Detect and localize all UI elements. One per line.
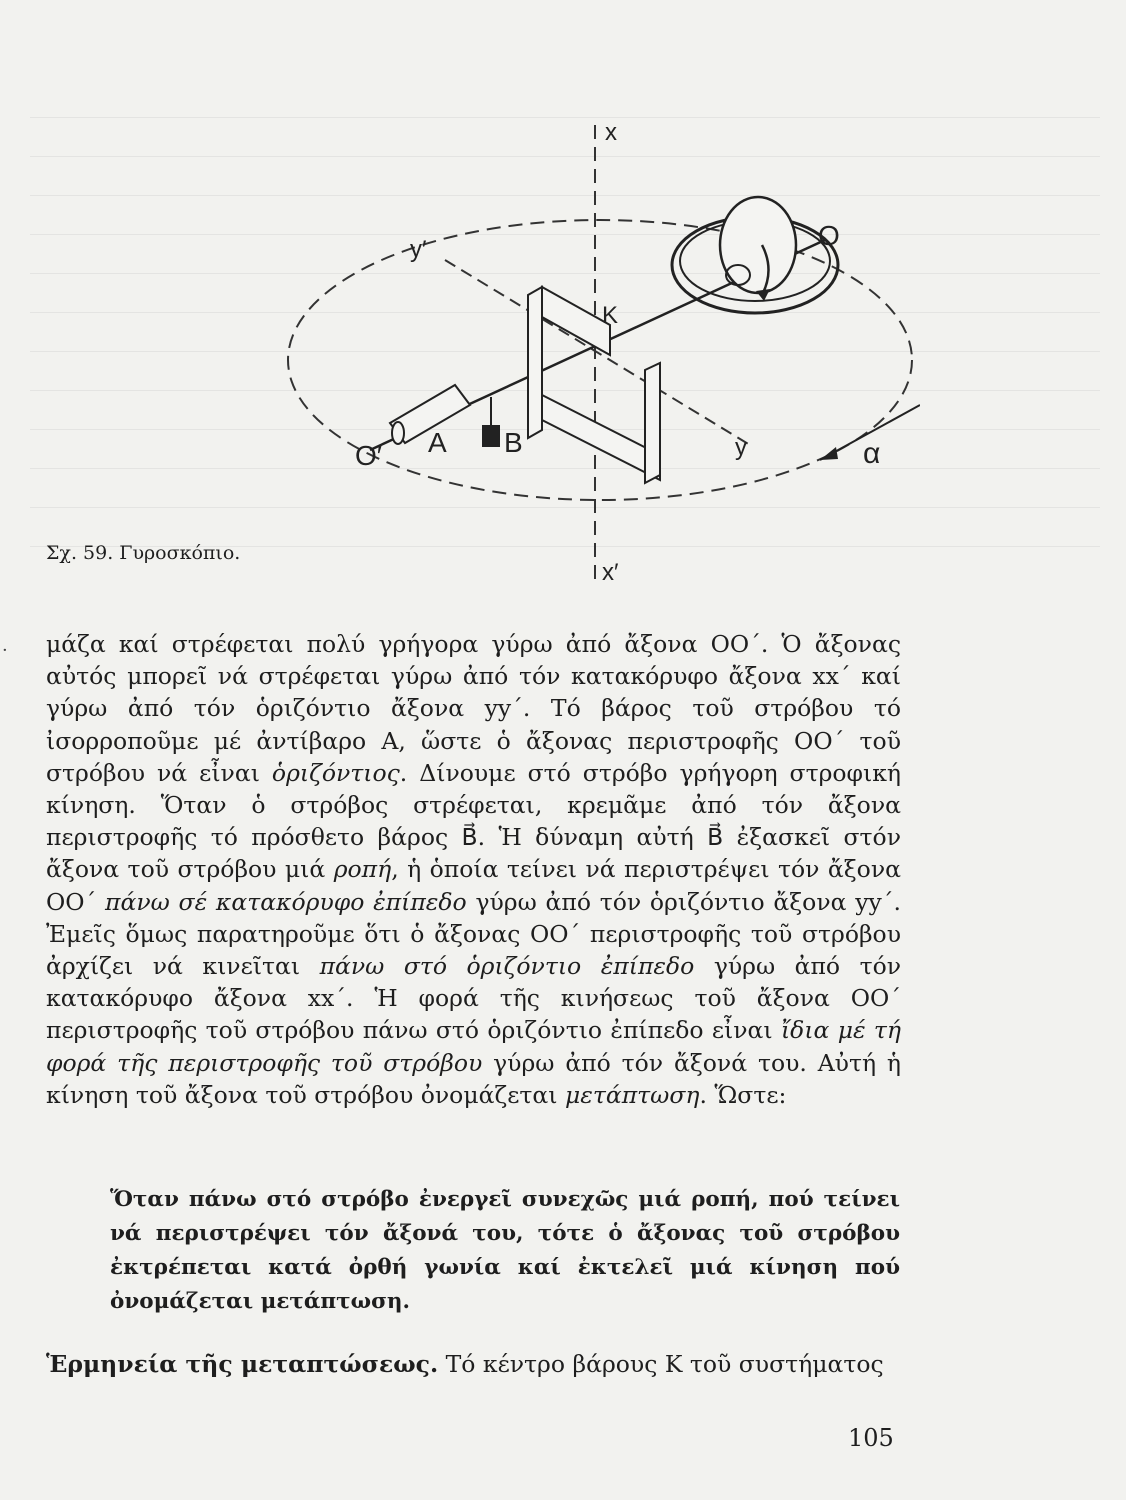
interpretation-heading: Ἑρμηνεία τῆς μεταπτώσεως. (46, 1350, 439, 1378)
label-o: O (818, 220, 840, 251)
counterweight-end (392, 422, 404, 444)
frame-base-plate (542, 395, 660, 480)
label-yprime: y′ (410, 236, 427, 263)
frame-center-plate (542, 287, 610, 355)
rotation-arrowhead (756, 289, 770, 301)
label-k: K (602, 302, 619, 329)
label-b: B (504, 427, 523, 458)
body-paragraph: μάζα καί στρέφεται πολύ γρήγορα γύρω ἀπό ἄξονα ΟΟ΄. Ὁ ἄξονας αὐτός μπορεῖ νά στρέφεται γύρω ἀπό τόν κατακόρυφο ἄξονα xx΄ καί γύρω ἀπό τόν ὁριζόντιο ἄξονα yy΄. Τό βάρος τοῦ στρόβου τό ἰσορροποῦμε μέ ἀντίβαρο Α, ὥστε ὁ ἄξονας περιστροφῆς ΟΟ΄ τοῦ στρόβου νά εἶναι ὁριζόντιος. Δίνουμε στό στρόβο γρήγορη στροφική κίνηση. Ὅταν ὁ στρόβος στρέφεται, κρεμᾶμε ἀπό τόν ἄξονα περιστροφῆς τό πρόσθετο βάρος B⃗. Ἡ δύναμη αὐτή B⃗ ἐξασκεῖ στόν ἄξονα τοῦ στρόβου μιά ροπή, ἡ ὁποία τείνει νά περιστρέψει τόν ἄξονα ΟΟ΄ πάνω σέ κατακόρυφο ἐπίπεδο γύρω ἀπό τόν ὁριζόντιο ἄξονα yy΄. Ἐμεῖς ὅμως παρατηροῦμε ὅτι ὁ ἄξονας ΟΟ΄ περιστροφῆς τοῦ στρόβου ἀρχίζει νά κινεῖται πάνω στό ὁριζόντιο ἐπίπεδο γύρω ἀπό τόν κατακόρυφο ἄξονα xx΄. Ἡ φορά τῆς κινήσεως τοῦ ἄξονα ΟΟ΄ περιστροφῆς τοῦ στρόβου πάνω στό ὁριζόντιο ἐπίπεδο εἶναι ἴδια μέ τή φορά τῆς περιστροφῆς τοῦ στρόβου γύρω ἀπό τόν ἄξονά του. Αὐτή ἡ κίνηση τοῦ ἄξονα τοῦ στρόβου ὀνομάζεται μετάπτωση. Ὥστε: (46, 630, 902, 1109)
frame-left-plate (528, 287, 542, 438)
margin-mark: · (2, 640, 8, 661)
page-number: 105 (848, 1424, 894, 1452)
rotor-disc (720, 197, 796, 293)
label-xprime: x′ (602, 559, 619, 586)
label-oprime: O′ (355, 440, 383, 471)
alpha-arrowhead (820, 447, 838, 460)
weight-b (482, 425, 500, 447)
gyroscope-figure (280, 95, 920, 595)
label-alpha: α (863, 437, 881, 470)
label-y: y (735, 434, 747, 461)
precession-rule: Ὅταν πάνω στό στρόβο ἐνεργεῖ συνεχῶς μιά ροπή, πού τείνει νά περιστρέψει τόν ἄξονά του, τότε ὁ ἄξονας τοῦ στρόβου ἐκτρέπεται κατά ὀρθή γωνία καί ἐκτελεῖ μιά κίνηση πού ὀνομάζεται μετάπτωση. (110, 1187, 900, 1314)
figure-caption: Σχ. 59. Γυροσκόπιο. (46, 542, 241, 564)
frame-right-plate (645, 363, 660, 483)
interpretation-paragraph: Ἑρμηνεία τῆς μεταπτώσεως. Τό κέντρο βάρους Κ τοῦ συστήματος (46, 1350, 884, 1378)
label-x: x (605, 119, 617, 146)
label-a: A (428, 427, 447, 458)
